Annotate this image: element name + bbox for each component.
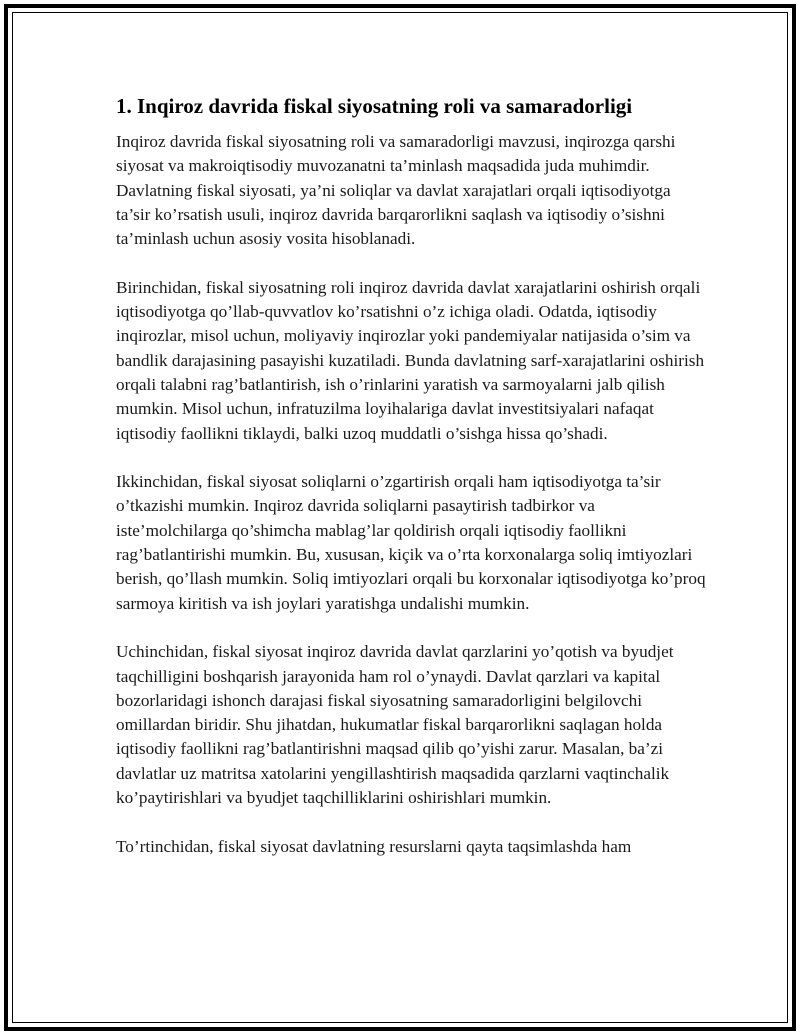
paragraph-fourth-point: To’rtinchidan, fiskal siyosat davlatning resurslarni qayta taqsimlashda ham xyxy=(116,836,632,856)
document-body xyxy=(116,92,706,883)
section-heading: 1. Inqiroz davrida fiskal siyosatning roli va samaradorligi xyxy=(116,94,633,118)
paragraph-intro: Inqiroz davrida fiskal siyosatning roli va samaradorligi mavzusi, inqirozga qarshi siyosat va makroiqtisodiy muvozanatni ta’minlash maqsadida juda muhimdir. Davlatning fiskal siyosati, ya’ni soliqlar va davlat xarajatlari orqali iqtisodiyotga ta’sir ko’rsatish usuli, inqiroz davrida barqarorlikni saqlash va iqtisodiy o’sishni ta’minlash uchun asosiy vosita hisoblanadi. xyxy=(116,132,676,249)
paragraph-second-point: Ikkinchidan, fiskal siyosat soliqlarni o’zgartirish orqali ham iqtisodiyotga ta’sir o’tkazishi mumkin. Inqiroz davrida soliqlarni pasaytirish tadbirkor va iste’molchilarga qo’shimcha mablag’lar qoldirish orqali iqtisodiy faollikni rag’batlantirishi mumkin. Bu, xususan, kiçik va o’rta korxonalarga soliq imtiyozlari berish, qo’llash mumkin. Soliq imtiyozlari orqali bu korxonalar iqtisodiyotga ko’proq sarmoya kiritish va ish joylari yaratishga undalishi mumkin. xyxy=(116,472,706,613)
paragraph-first-point: Birinchidan, fiskal siyosatning roli inqiroz davrida davlat xarajatlarini oshirish orqali iqtisodiyotga qo’llab-quvvatlov ko’rsatishni o’z ichiga oladi. Odatda, iqtisodiy inqirozlar, misol uchun, moliyaviy inqirozlar yoki pandemiyalar natijasida o’sim va bandlik darajasining pasayishi kuzatiladi. Bunda davlatning sarf-xarajatlarini oshirish orqali talabni rag’batlantirish, ish o’rinlarini yaratish va sarmoyalarni jalb qilish mumkin. Misol uchun, infratuzilma loyihalariga davlat investitsiyalari nafaqat iqtisodiy faollikni tiklaydi, balki uzoq muddatli o’sishga hissa qo’shadi. xyxy=(116,277,705,443)
paragraph-third-point: Uchinchidan, fiskal siyosat inqiroz davrida davlat qarzlarini yo’qotish va byudjet taqchilligini boshqarish jarayonida ham rol o’ynaydi. Davlat qarzlari va kapital bozorlaridagi ishonch darajasi fiskal siyosatning samaradorligini belgilovchi omillardan biridir. Shu jihatdan, hukumatlar fiskal barqarorlikni saqlagan holda iqtisodiy faollikni rag’batlantirishni maqsad qilib qo’yishi zarur. Masalan, ba’zi davlatlar uz matritsa xatolarini yengillashtirish maqsadida qarzlarni vaqtinchalik ko’paytirishlari va byudjet taqchilliklarini oshirishlari mumkin. xyxy=(116,642,674,808)
